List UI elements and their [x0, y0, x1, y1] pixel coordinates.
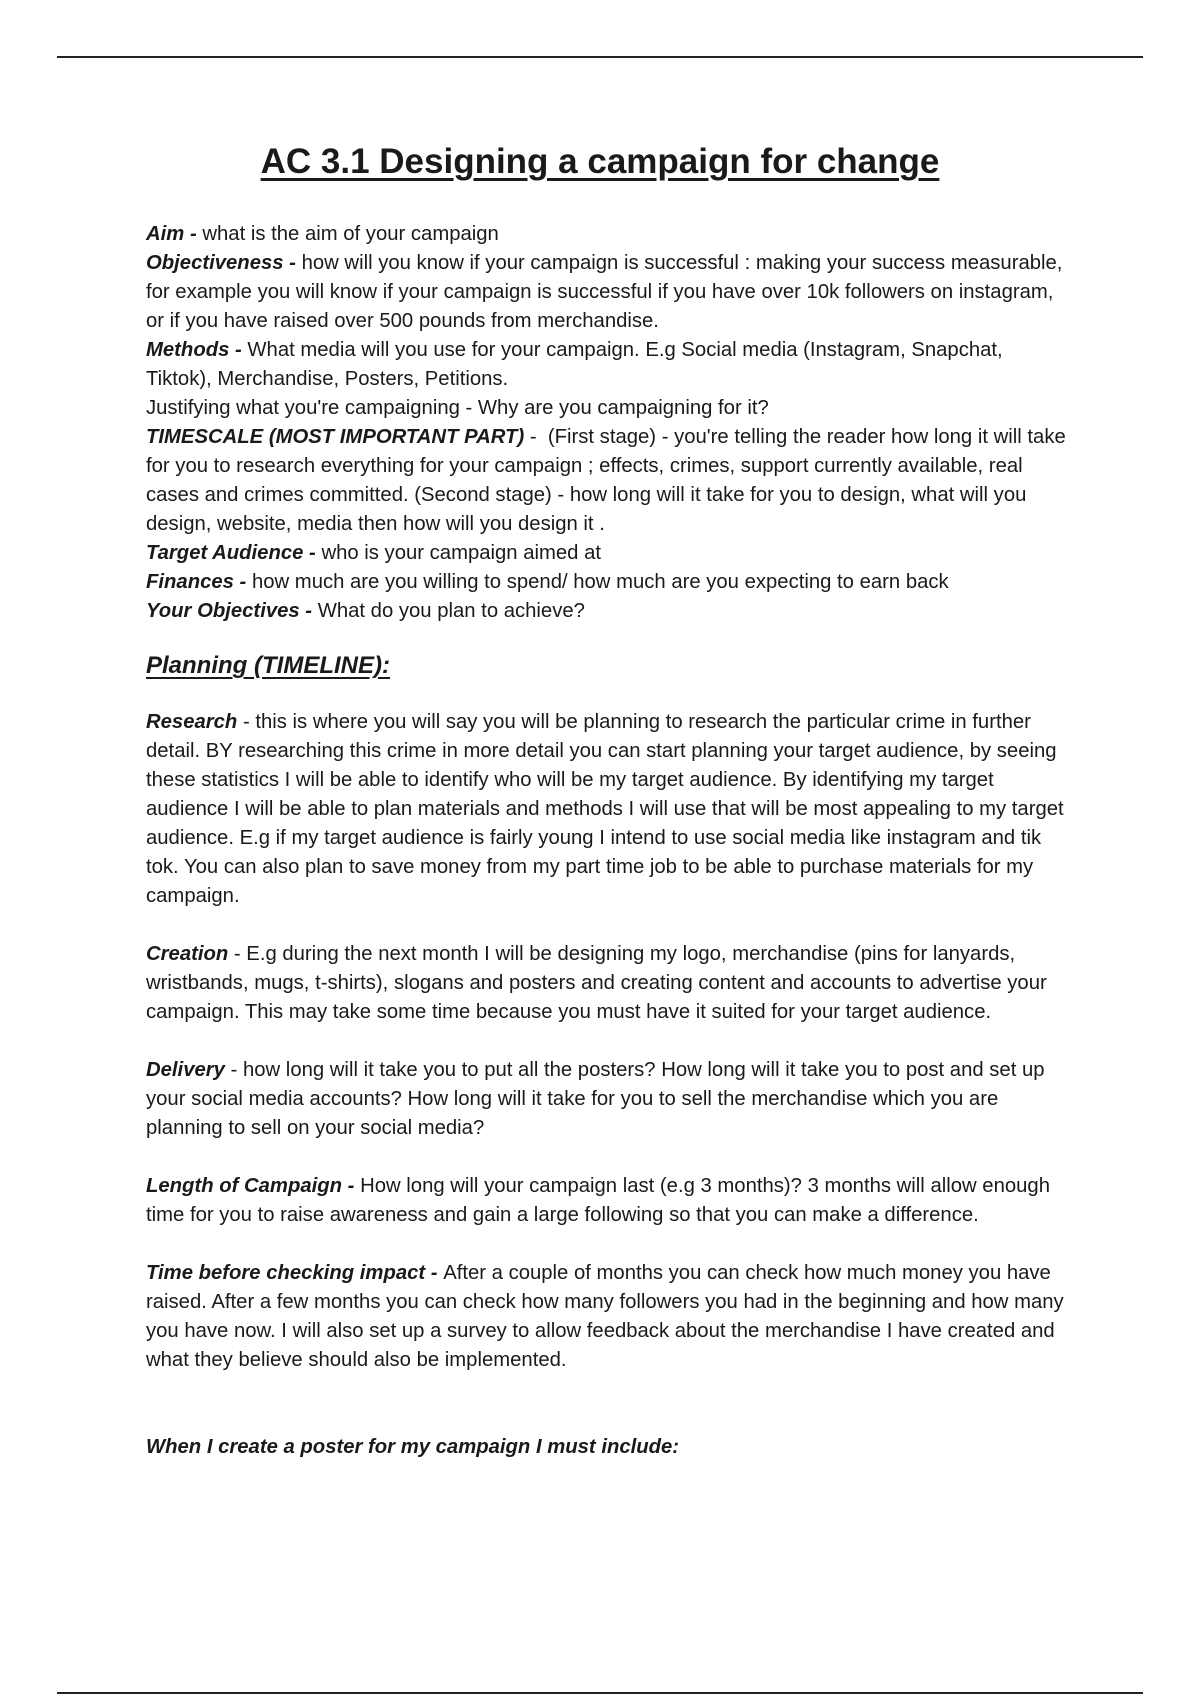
term-separator: -: [425, 1262, 444, 1284]
definition-term: Finances: [146, 571, 234, 593]
definition-text: What media will you use for your campaign. E.g Social media (Instagram, Snapchat, Tiktok), Merchandise, Posters, Petitions.: [146, 339, 1003, 390]
term-separator: -: [299, 600, 318, 622]
top-rule: [57, 56, 1143, 58]
page-title: AC 3.1 Designing a campaign for change: [260, 142, 940, 181]
term-separator: -: [224, 1059, 243, 1081]
definition-finances: [146, 568, 1066, 597]
section-text: How long will your campaign last (e.g 3 months)? 3 months will allow enough time for you to raise awareness and gain a large following so that you can make a difference.: [146, 1175, 1050, 1226]
definition-methods: [146, 336, 1066, 394]
term-separator: -: [233, 571, 252, 593]
term-separator: -: [184, 223, 203, 245]
planning-heading: Planning (TIMELINE):: [146, 652, 390, 679]
definition-target-audience: [146, 539, 1066, 568]
term-separator: -: [342, 1175, 361, 1197]
definition-text: (First stage) - you're telling the reader how long it will take for you to research everything for your campaign ; effects, crimes, support currently available, real cases and crimes committed. (Second stage) - how long will it take for you to design, what will you design, website, media then how will you design it .: [146, 426, 1066, 535]
definition-justifying: Justifying what you're campaigning - Why are you campaigning for it?: [146, 397, 769, 419]
poster-requirements-heading: When I create a poster for my campaign I must include:: [146, 1436, 680, 1458]
section-term: Research: [146, 711, 238, 733]
term-separator: -: [303, 542, 322, 564]
definition-timescale: [146, 423, 1066, 539]
definition-term: Target Audience: [146, 542, 304, 564]
section-term: Length of Campaign: [146, 1175, 343, 1197]
section-text: how long will it take you to put all the posters? How long will it take you to post and set up your social media accounts? How long will it take for you to sell the merchandise which you are planning to sell on your social media?: [146, 1059, 1045, 1139]
definition-your-objectives: [146, 597, 1066, 626]
definition-term: Objectiveness: [146, 252, 284, 274]
term-separator: -: [237, 711, 256, 733]
definition-objectiveness: [146, 249, 1066, 336]
definition-term: TIMESCALE (MOST IMPORTANT PART): [146, 426, 525, 448]
bottom-rule: [57, 1692, 1143, 1694]
definition-term: Aim: [146, 223, 185, 245]
section-text: this is where you will say you will be planning to research the particular crime in further detail. BY researching this crime in more detail you can start planning your target audience, by seeing these statistics I will be able to identify who will be my target audience. By identifying my target audience I will be able to plan materials and methods I will use that will be most appealing to my target audience. E.g if my target audience is fairly young I intend to use social media like instagram and tik tok. You can also plan to save money from my part time job to be able to purchase materials for my campaign.: [146, 711, 1064, 907]
definition-term: Methods: [146, 339, 230, 361]
section-term: Time before checking impact: [146, 1262, 426, 1284]
planning-section-delivery: [146, 1056, 1066, 1143]
definition-text: how will you know if your campaign is successful : making your success measurable, for example you will know if your campaign is successful if you have over 10k followers on instagram, or if you have raised over 500 pounds from merchandise.: [146, 252, 1063, 332]
planning-section-length: [146, 1172, 1066, 1230]
definition-text: what is the aim of your campaign: [202, 223, 499, 245]
document-body: [146, 220, 1066, 1462]
term-separator: -: [283, 252, 302, 274]
section-text: After a couple of months you can check how much money you have raised. After a few months you can check how many followers you had in the beginning and how many you have now. I will also set up a survey to allow feedback about the merchandise I have created and what they believe should also be implemented.: [146, 1262, 1064, 1371]
section-term: Delivery: [146, 1059, 225, 1081]
definition-text: What do you plan to achieve?: [317, 600, 585, 622]
definition-text: who is your campaign aimed at: [321, 542, 602, 564]
definition-term: Your Objectives: [146, 600, 300, 622]
term-separator: -: [524, 426, 548, 448]
section-term: Creation: [146, 943, 229, 965]
definitions-list: [146, 220, 1066, 626]
planning-section-creation: [146, 940, 1066, 1027]
term-separator: -: [228, 943, 247, 965]
section-text: E.g during the next month I will be designing my logo, merchandise (pins for lanyards, wristbands, mugs, t-shirts), slogans and posters and creating content and accounts to advertise your campaign. This may take some time because you must have it suited for your target audience.: [146, 943, 1047, 1023]
definition-aim: [146, 220, 1066, 249]
term-separator: -: [229, 339, 248, 361]
definition-text: how much are you willing to spend/ how much are you expecting to earn back: [251, 571, 949, 593]
planning-section-impact: [146, 1259, 1066, 1375]
planning-section-research: [146, 708, 1066, 911]
